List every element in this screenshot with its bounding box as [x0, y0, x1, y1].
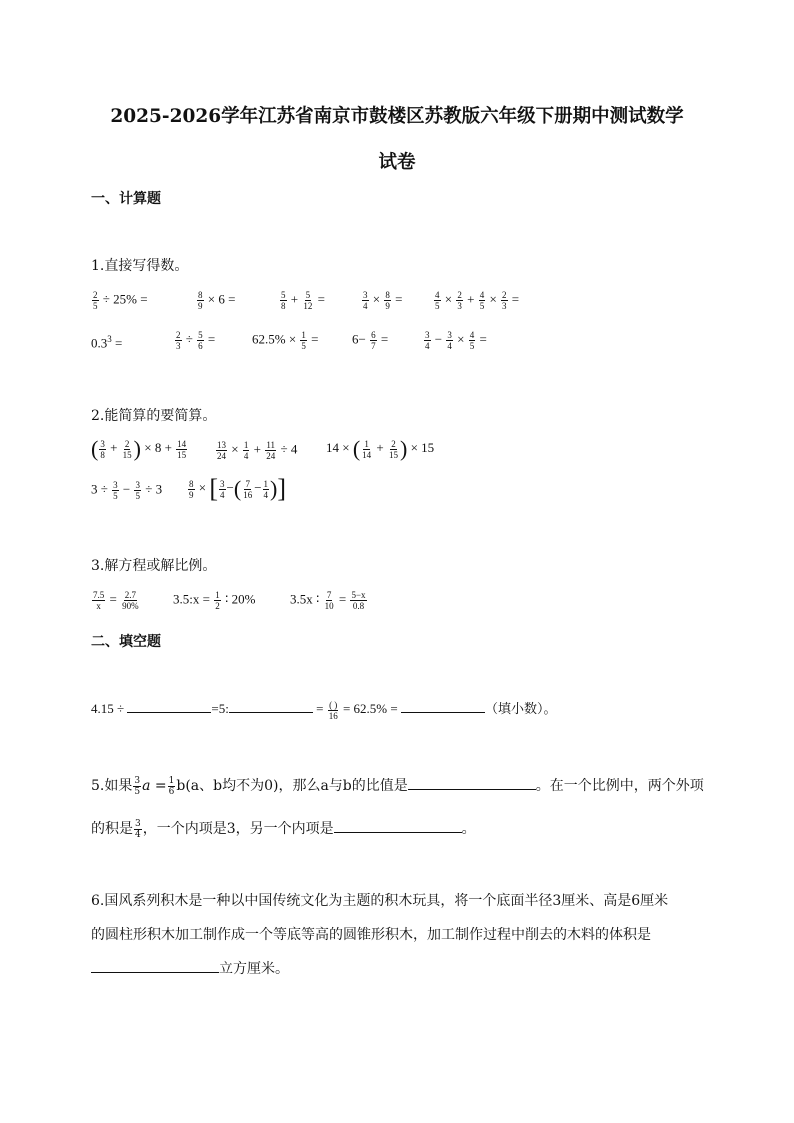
q3-expr-3: 3.5x ∶ $\frac{7}{10}$ = $\frac{5-x}{0.8}$: [290, 590, 366, 611]
q3-expr-2: 3.5:x = $\frac{1}{2}$ ∶ 20%: [173, 590, 256, 611]
q5-blank-2[interactable]: [334, 831, 462, 833]
q4-blank-2[interactable]: [229, 711, 313, 713]
q1-expr-7: $\frac{2}{3}$ ÷ $\frac{5}{6}$ =: [176, 330, 216, 351]
section-fill-heading: 二、填空题: [91, 634, 161, 650]
page-title-cont: 试卷: [378, 152, 416, 173]
q6-line-1: 6.国风系列积木是一种以中国传统文化为主题的积木玩具，将一个底面半径3厘米、高是6厘米: [91, 893, 669, 909]
q4-blank-3[interactable]: ( ): [329, 699, 338, 710]
q2-expr-2: $\frac{13}{24}$ × $\frac{1}{4}$ + $\frac{11}{24}$ ÷ 4: [217, 440, 298, 461]
q1-expr-6: $0.3^3$ =: [91, 334, 123, 351]
q2-expr-5: $\frac{8}{9}$ × [ $\frac{3}{4}$ −( $\frac{7}{16}$ − $\frac{1}{4}$ )]: [189, 474, 287, 503]
q2-expr-4: 3 ÷ $\frac{3}{5}$ − $\frac{3}{5}$ ÷ 3: [91, 480, 163, 501]
q6-blank[interactable]: [91, 971, 219, 973]
q1-expr-5: $\frac{4}{5}$ × $\frac{2}{3}$ + $\frac{4}{5}$ × $\frac{2}{3}$ =: [435, 290, 520, 311]
q1-expr-4: $\frac{3}{4}$ × $\frac{8}{9}$ =: [363, 290, 403, 311]
q3-prompt: 3.解方程或解比例。: [91, 558, 217, 574]
q1-expr-3: $\frac{5}{8}$ + $\frac{5}{12}$ =: [281, 290, 325, 311]
q6-line-2: 的圆柱形积木加工制作成一个等底等高的圆锥形积木，加工制作过程中削去的木料的体积是: [91, 927, 651, 943]
q2-expr-3: 14 × ( $\frac{1}{14}$ + $\frac{2}{15}$ ) × 15: [326, 436, 435, 461]
q5-line-2: 的积是 $\frac{3}{4}$ ，一个内项是3，另一个内项是 。: [91, 818, 476, 840]
q5-blank-1[interactable]: [408, 788, 536, 790]
q1-expr-10: $\frac{3}{4}$ − $\frac{3}{4}$ × $\frac{4}{5}$ =: [425, 330, 487, 351]
q1-expr-8: 62.5% × $\frac{1}{5}$ =: [252, 330, 319, 351]
q1-expr-1: $\frac{2}{5}$ ÷ 25% =: [93, 290, 148, 311]
q6-line-3: 立方厘米。: [91, 958, 289, 978]
q2-expr-1: ( $\frac{3}{8}$ + $\frac{2}{15}$ ) × 8 + $\frac{14}{15}$: [91, 436, 187, 461]
q1-expr-9: 6− $\frac{6}{7}$ =: [352, 330, 389, 351]
q4-blank-1[interactable]: [127, 711, 211, 713]
page-title: 2025-2026学年江苏省南京市鼓楼区苏教版六年级下册期中测试数学: [110, 106, 684, 127]
q1-prompt: 1.直接写得数。: [91, 258, 189, 274]
section-calc-heading: 一、计算题: [91, 191, 161, 207]
q4-blank-4[interactable]: [401, 711, 485, 713]
q3-expr-1: $\frac{7.5}{x}$ = $\frac{2.7}{90\%}$: [93, 590, 139, 611]
q5-line-1: 5.如果 $\frac{3}{5}$ a = $\frac{1}{6}$ b(a、b均不为0)，那么a与b的比值是 。在一个比例中，两个外项: [91, 775, 704, 797]
q2-prompt: 2.能简算的要简算。: [91, 408, 217, 424]
q1-expr-2: $\frac{8}{9}$ × 6 =: [198, 290, 236, 311]
q4-question: 4.15 ÷ =5: = ( ) 16 = 62.5% = （填小数）。: [91, 699, 557, 721]
